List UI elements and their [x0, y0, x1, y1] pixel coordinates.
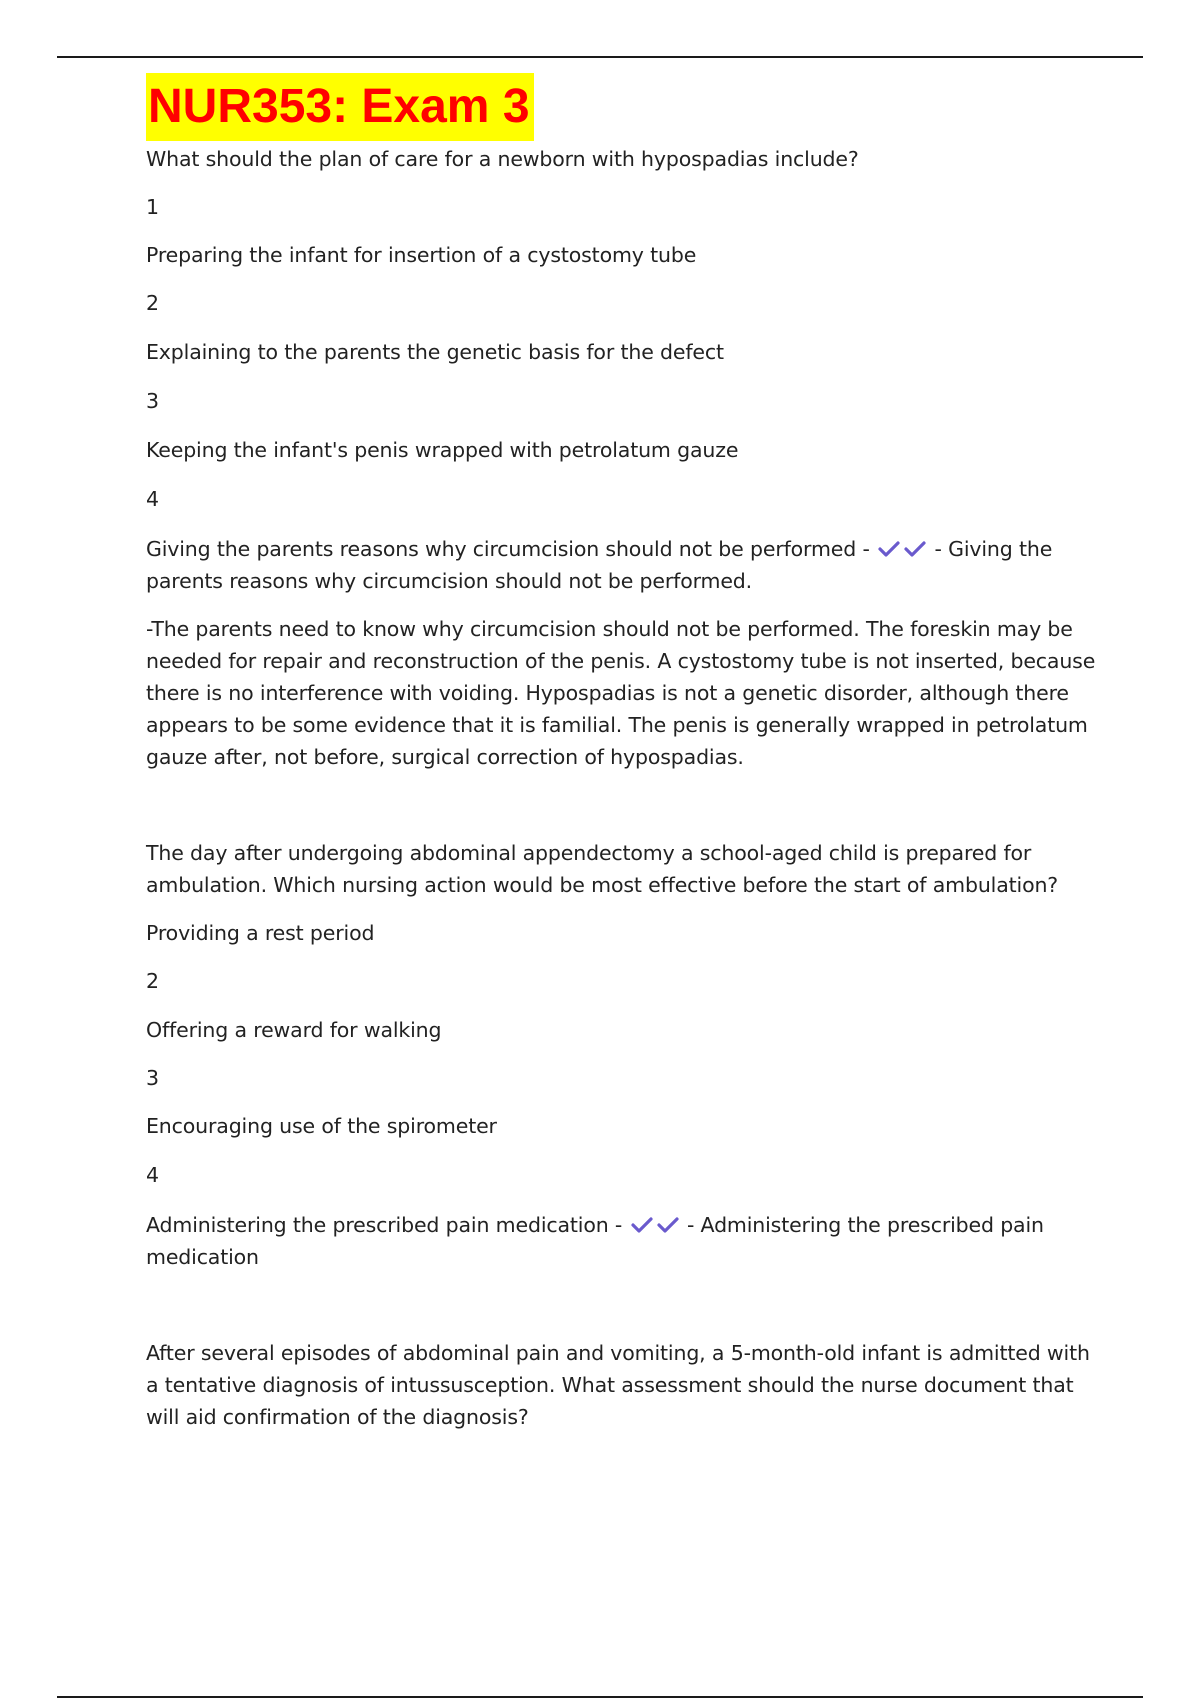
question-1-option-4-number: 4 [146, 487, 159, 511]
question-2-option-3: Encouraging use of the spirometer [146, 1114, 497, 1138]
question-1-prompt: What should the plan of care for a newborn with hypospadias include? [146, 147, 859, 171]
check-icon [876, 540, 902, 558]
check-icon [629, 1216, 655, 1234]
question-2-prompt: The day after undergoing abdominal appendectomy a school-aged child is prepared for ambulation. Which nursing action would be most effective before the start of ambulation? [146, 841, 1059, 897]
bottom-rule [57, 1696, 1143, 1698]
question-3-prompt: After several episodes of abdominal pain and vomiting, a 5-month-old infant is admitted with a tentative diagnosis of intussusception. What assessment should the nurse document that will aid confirmation of the diagnosis? [146, 1341, 1090, 1429]
question-1-option-2-number: 2 [146, 291, 159, 315]
check-icon [655, 1216, 681, 1234]
question-2-option-4: Administering the prescribed pain medication - [146, 1213, 623, 1237]
question-3 [146, 1337, 1096, 1433]
question-1-rationale: -The parents need to know why circumcision should not be performed. The foreskin may be needed for repair and reconstruction of the penis. A cystostomy tube is not inserted, because there is no interference with voiding. Hypospadias is not a genetic disorder, although there appears to be some evidence that it is familial. The penis is generally wrapped in petrolatum gauze after, not before, surgical correction of hypospadias. [146, 617, 1096, 769]
document-body [146, 73, 1096, 1433]
question-1-option-2: Explaining to the parents the genetic basis for the defect [146, 340, 724, 364]
question-1-option-1: Preparing the infant for insertion of a cystostomy tube [146, 243, 697, 267]
top-rule [57, 56, 1143, 58]
question-1-option-3-number: 3 [146, 389, 159, 413]
question-2-answer: - Administering the prescribed pain medication [146, 1213, 1044, 1269]
check-icon [902, 540, 928, 558]
question-2 [146, 837, 1096, 1273]
question-1-option-4-with-answer [146, 533, 1096, 597]
question-2-option-1: Providing a rest period [146, 921, 375, 945]
question-1-option-4: Giving the parents reasons why circumcision should not be performed - [146, 537, 870, 561]
question-2-option-3-number: 3 [146, 1066, 159, 1090]
question-1-option-3: Keeping the infant's penis wrapped with petrolatum gauze [146, 438, 739, 462]
document-title: NUR353: Exam 3 [146, 73, 534, 141]
question-2-option-4-with-answer [146, 1209, 1096, 1273]
question-1 [146, 143, 1096, 773]
question-2-option-4-number: 4 [146, 1163, 159, 1187]
question-1-answer: - Giving the parents reasons why circumcision should not be performed. [146, 537, 1053, 593]
question-1-option-1-number: 1 [146, 195, 159, 219]
question-2-option-2-number: 2 [146, 969, 159, 993]
question-2-option-2: Offering a reward for walking [146, 1018, 442, 1042]
